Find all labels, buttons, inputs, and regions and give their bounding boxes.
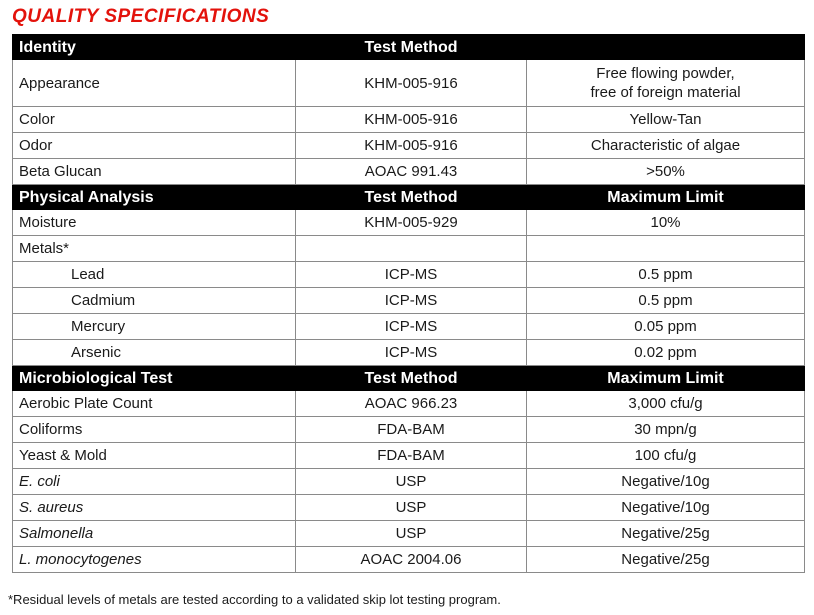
- maximum-limit: [527, 236, 805, 262]
- section-title: Identity: [13, 35, 296, 60]
- maximum-limit: 0.5 ppm: [527, 288, 805, 314]
- test-method: ICP-MS: [296, 340, 527, 366]
- table-row: [13, 314, 805, 340]
- parameter-name: Metals*: [13, 236, 296, 262]
- table-row: [13, 133, 805, 159]
- parameter-name: Moisture: [13, 210, 296, 236]
- parameter-name: E. coli: [13, 469, 296, 495]
- parameter-name: Mercury: [13, 314, 296, 340]
- table-row: [13, 495, 805, 521]
- maximum-limit: Negative/10g: [527, 495, 805, 521]
- parameter-name: Color: [13, 107, 296, 133]
- test-method: ICP-MS: [296, 314, 527, 340]
- table-row: [13, 210, 805, 236]
- parameter-name: Yeast & Mold: [13, 443, 296, 469]
- table-row: [13, 262, 805, 288]
- test-method: USP: [296, 495, 527, 521]
- test-method: KHM-005-929: [296, 210, 527, 236]
- section-header-microbiological-test: [13, 366, 805, 391]
- table-row: [13, 547, 805, 573]
- parameter-name: Appearance: [13, 60, 296, 107]
- table-row: [13, 60, 805, 107]
- table-row: [13, 469, 805, 495]
- footnote: *Residual levels of metals are tested according to a validated skip lot testing program.: [8, 592, 501, 607]
- maximum-limit: Negative/10g: [527, 469, 805, 495]
- parameter-name: Lead: [13, 262, 296, 288]
- specification-value: [527, 60, 805, 107]
- maximum-limit: 3,000 cfu/g: [527, 391, 805, 417]
- test-method: ICP-MS: [296, 288, 527, 314]
- parameter-name: L. monocytogenes: [13, 547, 296, 573]
- maximum-limit: 10%: [527, 210, 805, 236]
- parameter-name: Beta Glucan: [13, 159, 296, 185]
- table-row: [13, 340, 805, 366]
- test-method: AOAC 966.23: [296, 391, 527, 417]
- parameter-name: Arsenic: [13, 340, 296, 366]
- table-row: [13, 391, 805, 417]
- table-row: [13, 443, 805, 469]
- test-method: FDA-BAM: [296, 443, 527, 469]
- column-header-maximum-limit: Maximum Limit: [527, 366, 805, 391]
- quality-specifications-table: [12, 34, 805, 573]
- test-method: ICP-MS: [296, 262, 527, 288]
- test-method: KHM-005-916: [296, 107, 527, 133]
- column-header-test-method: Test Method: [296, 366, 527, 391]
- table-row: [13, 417, 805, 443]
- section-header-identity: [13, 35, 805, 60]
- parameter-name: Cadmium: [13, 288, 296, 314]
- table-row: [13, 236, 805, 262]
- maximum-limit: 0.05 ppm: [527, 314, 805, 340]
- maximum-limit: 0.02 ppm: [527, 340, 805, 366]
- specification-line: Free flowing powder,: [596, 65, 735, 82]
- specification-value: Yellow-Tan: [527, 107, 805, 133]
- test-method: FDA-BAM: [296, 417, 527, 443]
- maximum-limit: 100 cfu/g: [527, 443, 805, 469]
- parameter-name: Coliforms: [13, 417, 296, 443]
- test-method: AOAC 991.43: [296, 159, 527, 185]
- maximum-limit: Negative/25g: [527, 521, 805, 547]
- column-header-test-method: Test Method: [296, 185, 527, 210]
- specification-line: free of foreign material: [590, 84, 741, 101]
- table-row: [13, 107, 805, 133]
- test-method: [296, 236, 527, 262]
- maximum-limit: Negative/25g: [527, 547, 805, 573]
- section-header-physical-analysis: [13, 185, 805, 210]
- parameter-name: S. aureus: [13, 495, 296, 521]
- table-row: [13, 288, 805, 314]
- specification-value: Characteristic of algae: [527, 133, 805, 159]
- column-header-test-method: Test Method: [296, 35, 527, 60]
- test-method: KHM-005-916: [296, 133, 527, 159]
- table-row: [13, 521, 805, 547]
- parameter-name: Aerobic Plate Count: [13, 391, 296, 417]
- parameter-name: Odor: [13, 133, 296, 159]
- test-method: KHM-005-916: [296, 60, 527, 107]
- test-method: USP: [296, 469, 527, 495]
- specification-value: >50%: [527, 159, 805, 185]
- section-title: Physical Analysis: [13, 185, 296, 210]
- column-header-maximum-limit: Maximum Limit: [527, 185, 805, 210]
- test-method: USP: [296, 521, 527, 547]
- column-header-limit: [527, 35, 805, 60]
- maximum-limit: 30 mpn/g: [527, 417, 805, 443]
- test-method: AOAC 2004.06: [296, 547, 527, 573]
- page-title: QUALITY SPECIFICATIONS: [12, 6, 270, 27]
- section-title: Microbiological Test: [13, 366, 296, 391]
- parameter-name: Salmonella: [13, 521, 296, 547]
- maximum-limit: 0.5 ppm: [527, 262, 805, 288]
- table-row: [13, 159, 805, 185]
